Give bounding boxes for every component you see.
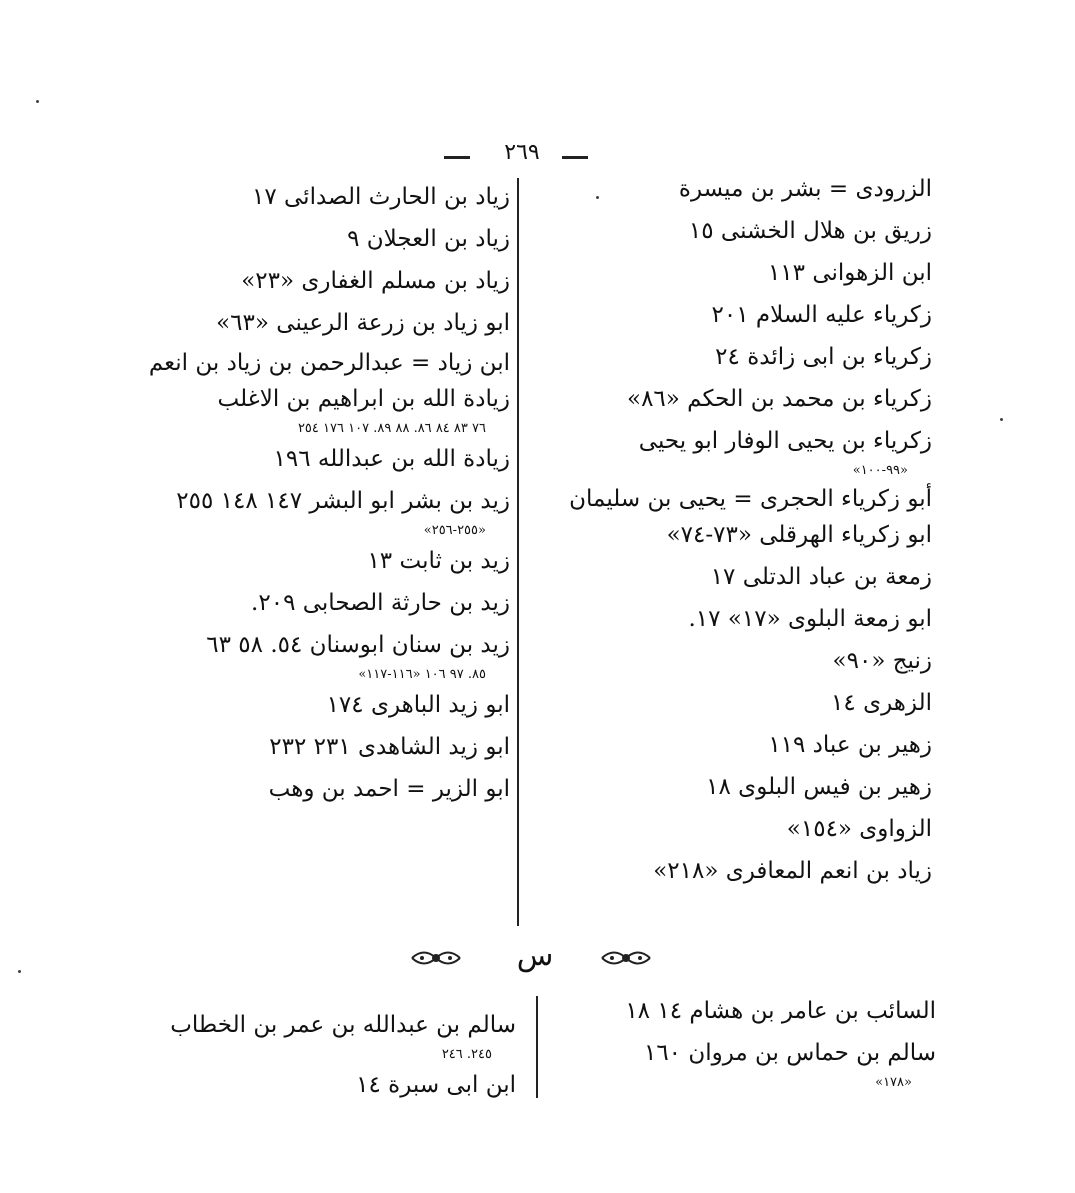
index-entry bbox=[540, 336, 932, 378]
entry-page-refs: ٨٥. ٩٧ ١٠٦ «١١٦-١١٧» bbox=[358, 667, 486, 682]
ornament-icon bbox=[410, 944, 462, 972]
header-dash-right bbox=[562, 156, 588, 159]
section-heading bbox=[400, 938, 670, 978]
index-entry bbox=[540, 808, 932, 850]
index-entry bbox=[110, 302, 510, 344]
entry-text: ابو زيد الشاهدى ٢٣١ ٢٣٢ bbox=[269, 734, 510, 760]
ornament-icon bbox=[600, 944, 652, 972]
entry-text: ابو زياد بن زرعة الرعينى «٦٣» bbox=[216, 310, 510, 336]
entry-text: الزهرى ١٤ bbox=[831, 690, 932, 716]
entry-text: ابن ابى سبرة ١٤ bbox=[356, 1072, 516, 1098]
column-divider-lower bbox=[536, 996, 538, 1098]
index-entry bbox=[542, 1032, 936, 1092]
index-entry bbox=[540, 168, 932, 210]
index-entry bbox=[110, 260, 510, 302]
entry-text: زيادة الله بن ابراهيم بن الاغلب bbox=[217, 386, 510, 412]
index-entry bbox=[540, 724, 932, 766]
index-entry bbox=[110, 480, 510, 540]
index-entry bbox=[110, 582, 510, 624]
entry-page-refs: ٧٦ ٨٣ ٨٤ ٨٦. ٨٨ ٨٩. ١٠٧ ١٧٦ ٢٥٤ bbox=[297, 421, 486, 436]
entry-text: زكرياء بن محمد بن الحكم «٨٦» bbox=[626, 386, 932, 412]
index-column-left bbox=[110, 176, 510, 810]
index-entry bbox=[542, 990, 936, 1032]
index-entry bbox=[110, 438, 510, 480]
column-divider bbox=[517, 178, 519, 926]
index-entry bbox=[540, 294, 932, 336]
entry-page-refs: ٢٤٥. ٢٤٦ bbox=[441, 1047, 492, 1062]
entry-text: الزواوى «١٥٤» bbox=[786, 816, 932, 842]
scan-speck bbox=[36, 100, 39, 103]
entry-text: زكرياء بن يحيى الوفار ابو يحيى bbox=[638, 428, 932, 454]
index-entry bbox=[110, 684, 510, 726]
entry-page-refs: «٢٥٥-٢٥٦» bbox=[423, 523, 486, 538]
index-entry bbox=[540, 598, 932, 640]
index-entry bbox=[540, 766, 932, 808]
entry-text: زهير بن عباد ١١٩ bbox=[768, 732, 932, 758]
entry-text: سالم بن عبدالله بن عمر بن الخطاب bbox=[170, 1012, 516, 1038]
index-column-lower-right bbox=[542, 990, 936, 1092]
index-entry bbox=[110, 218, 510, 260]
index-entry bbox=[540, 556, 932, 598]
entry-text: زيد بن بشر ابو البشر ١٤٧ ١٤٨ ٢٥٥ bbox=[176, 488, 510, 514]
index-entry bbox=[540, 682, 932, 724]
entry-text: الزرودى = بشر بن ميسرة bbox=[678, 176, 932, 202]
index-column-right bbox=[540, 168, 932, 892]
page-number: ٢٦٩ bbox=[504, 140, 540, 165]
entry-text: زيد بن سنان ابوسنان ٥٤. ٥٨ ٦٣ bbox=[206, 632, 510, 658]
index-entry bbox=[110, 176, 510, 218]
index-column-lower-left bbox=[120, 1004, 516, 1106]
index-entry bbox=[110, 540, 510, 582]
entry-text: زريق بن هلال الخشنى ١٥ bbox=[688, 218, 932, 244]
entry-page-refs: «٩٩-١٠٠» bbox=[852, 463, 908, 478]
index-entry bbox=[120, 1064, 516, 1106]
entry-text: ابو الزير = احمد بن وهب bbox=[268, 776, 510, 802]
index-entry bbox=[110, 624, 510, 684]
index-entry bbox=[540, 420, 932, 480]
index-entry bbox=[540, 252, 932, 294]
entry-text: زكرياء بن ابى زائدة ٢٤ bbox=[715, 344, 932, 370]
entry-text: ابو زكرياء الهرقلى «٧٣-٧٤» bbox=[666, 522, 932, 548]
entry-text: زيد بن حارثة الصحابى ٢٠٩. bbox=[251, 590, 510, 616]
index-entry bbox=[540, 210, 932, 252]
scan-speck bbox=[18, 970, 21, 973]
entry-text: زهير بن فيس البلوى ١٨ bbox=[706, 774, 932, 800]
scan-speck bbox=[596, 196, 599, 199]
entry-text: زياد بن مسلم الغفارى «٢٣» bbox=[241, 268, 510, 294]
index-entry bbox=[540, 640, 932, 682]
section-letter: س bbox=[516, 938, 554, 973]
entry-text: أبو زكرياء الحجرى = يحيى بن سليمان bbox=[569, 486, 932, 512]
index-entry bbox=[110, 768, 510, 810]
index-entry bbox=[540, 378, 932, 420]
entry-text: زياد بن العجلان ٩ bbox=[347, 226, 510, 252]
entry-text: زياد بن انعم المعافرى «٢١٨» bbox=[653, 858, 932, 884]
entry-text: زياد بن الحارث الصدائى ١٧ bbox=[251, 184, 510, 210]
entry-text: ابو زمعة البلوى «١٧» ١٧. bbox=[688, 606, 932, 632]
entry-text: السائب بن عامر بن هشام ١٤ ١٨ bbox=[625, 998, 936, 1024]
entry-page-refs: «١٧٨» bbox=[875, 1075, 912, 1090]
header-dash-left bbox=[444, 156, 470, 159]
index-entry bbox=[540, 514, 932, 556]
entry-text: زيادة الله بن عبدالله ١٩٦ bbox=[273, 446, 510, 472]
entry-text: زكرياء عليه السلام ٢٠١ bbox=[711, 302, 932, 328]
entry-text: زنيج «٩٠» bbox=[832, 648, 932, 674]
entry-text: زمعة بن عباد الدتلى ١٧ bbox=[710, 564, 932, 590]
scan-speck bbox=[1000, 418, 1003, 421]
entry-text: زيد بن ثابت ١٣ bbox=[367, 548, 510, 574]
index-entry bbox=[110, 726, 510, 768]
index-entry bbox=[540, 480, 932, 514]
entry-text: ابن الزهوانى ١١٣ bbox=[767, 260, 932, 286]
index-entry bbox=[110, 344, 510, 378]
index-entry bbox=[120, 1004, 516, 1064]
entry-text: ابن زياد = عبدالرحمن بن زياد بن انعم bbox=[148, 350, 510, 376]
entry-text: ابو زيد الباهرى ١٧٤ bbox=[326, 692, 510, 718]
index-entry bbox=[110, 378, 510, 438]
index-entry bbox=[540, 850, 932, 892]
entry-text: سالم بن حماس بن مروان ١٦٠ bbox=[643, 1040, 936, 1066]
